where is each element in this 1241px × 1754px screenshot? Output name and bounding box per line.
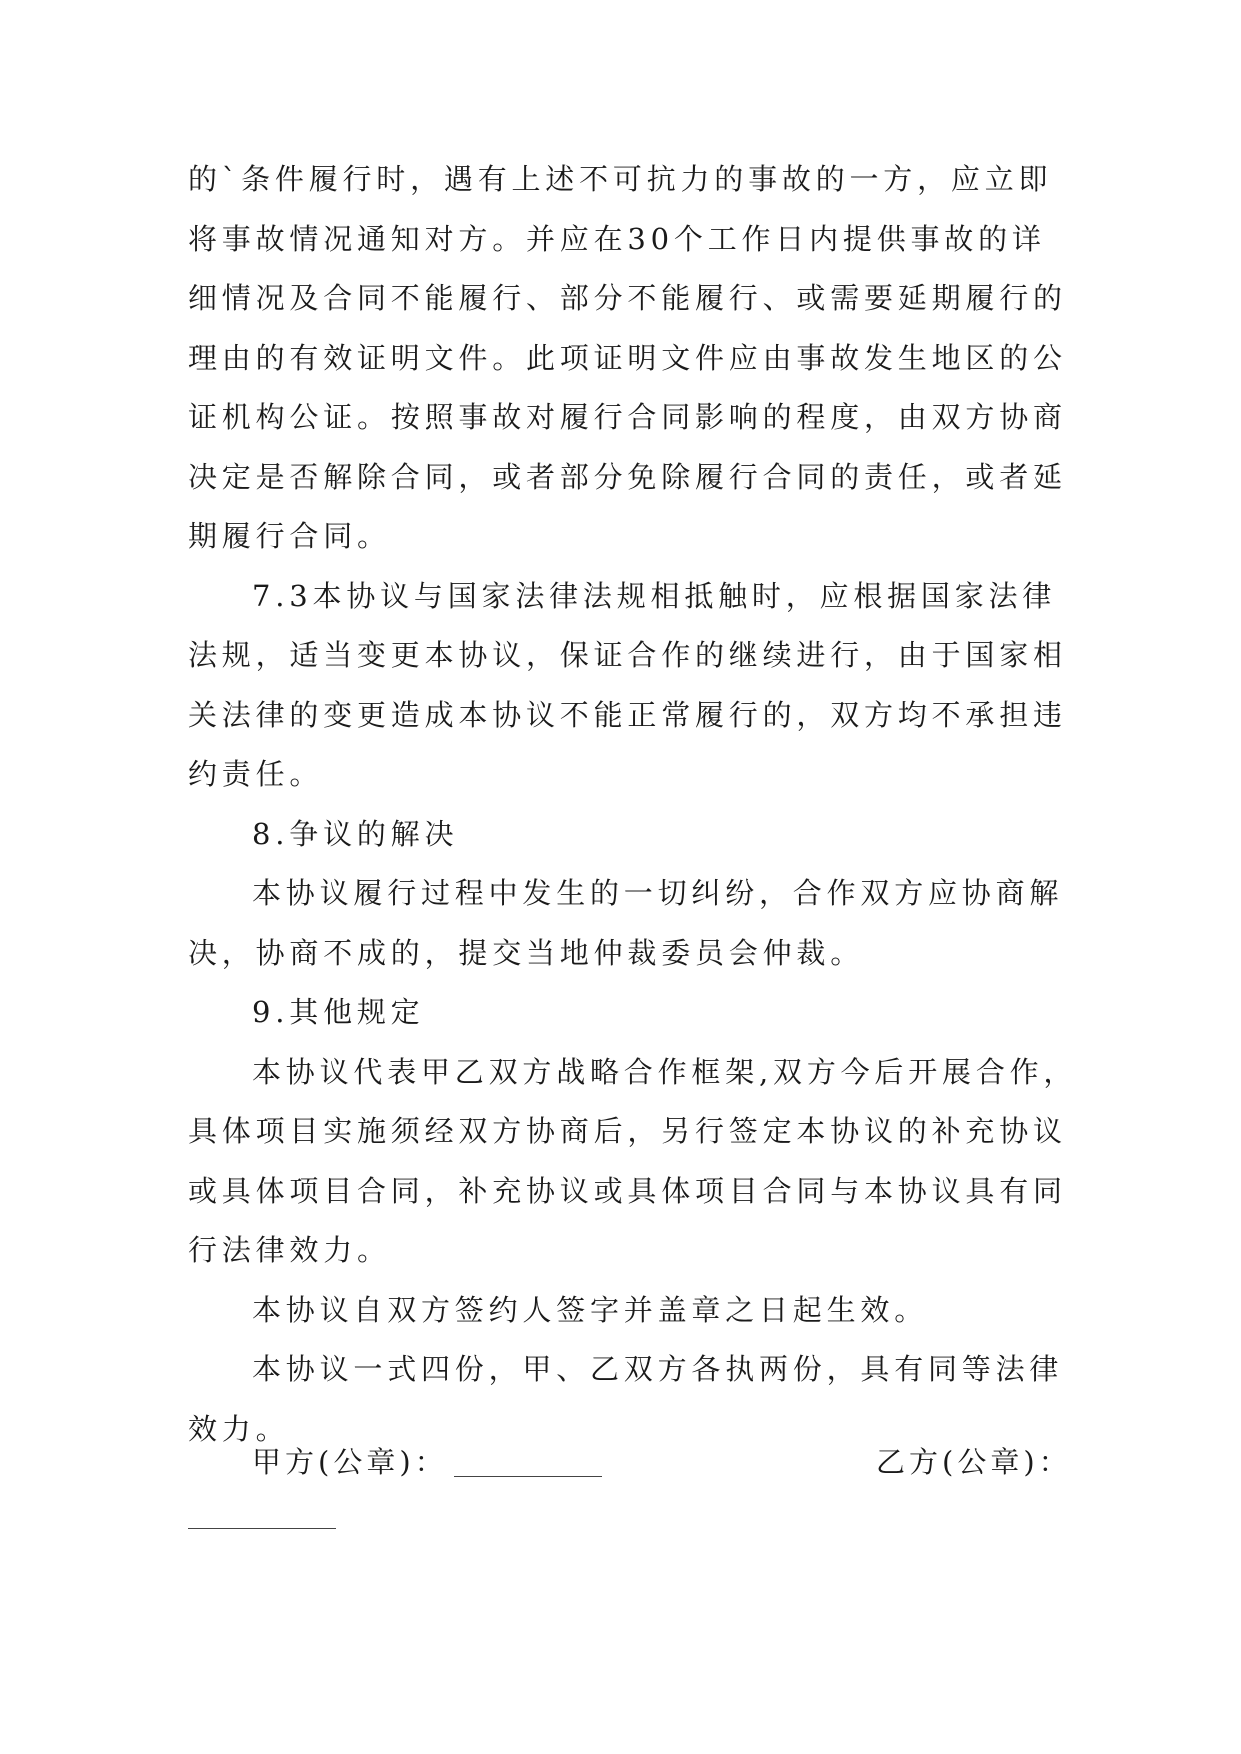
text-line: 本协议自双方签约人签字并盖章之日起生效。 bbox=[252, 1292, 929, 1327]
text-line: 期履行合同。 bbox=[188, 519, 391, 553]
text-line: 将事故情况通知对方。并应在30个工作日内提供事故的详 bbox=[188, 221, 1046, 256]
clause-7-3-line: 7.3本协议与国家法律法规相抵触时，应根据国家法律 bbox=[252, 578, 1057, 613]
text-line: 行法律效力。 bbox=[188, 1233, 391, 1267]
text-line: 细情况及合同不能履行、部分不能履行、或需要延期履行的 bbox=[188, 281, 1067, 315]
text-line: 或具体项目合同，补充协议或具体项目合同与本协议具有同 bbox=[188, 1173, 1067, 1208]
text-line: 的`条件履行时，遇有上述不可抗力的事故的一方，应立即 bbox=[188, 162, 1053, 196]
text-line: 决定是否解除合同，或者部分免除履行合同的责任，或者延 bbox=[188, 459, 1067, 494]
section-heading-8: 8.争议的解决 bbox=[252, 816, 459, 851]
text-line: 关法律的变更造成本协议不能正常履行的，双方均不承担违 bbox=[188, 697, 1067, 732]
signature-row bbox=[188, 1432, 1078, 1492]
text-line: 本协议代表甲乙双方战略合作框架,双方今后开展合作， bbox=[252, 1054, 1078, 1089]
text-line: 本协议一式四份，甲、乙双方各执两份，具有同等法律 bbox=[252, 1352, 1064, 1386]
text-line: 具体项目实施须经双方协商后，另行签定本协议的补充协议 bbox=[188, 1114, 1067, 1148]
text-line: 本协议履行过程中发生的一切纠纷，合作双方应协商解 bbox=[252, 876, 1064, 910]
text-line: 效力。 bbox=[188, 1411, 290, 1446]
text-line: 证机构公证。按照事故对履行合同影响的程度，由双方协商 bbox=[188, 400, 1067, 434]
text-line: 法规，适当变更本协议，保证合作的继续进行，由于国家相 bbox=[188, 638, 1067, 672]
party-a-seal-label: 甲方(公章)： bbox=[252, 1445, 448, 1479]
party-a-signature-blank bbox=[454, 1476, 602, 1477]
text-line: 理由的有效证明文件。此项证明文件应由事故发生地区的公 bbox=[188, 340, 1067, 375]
document-body bbox=[188, 150, 1078, 1459]
party-b-signature-blank bbox=[188, 1528, 336, 1529]
text-line: 决，协商不成的，提交当地仲裁委员会仲裁。 bbox=[188, 935, 865, 970]
text-line: 约责任。 bbox=[188, 757, 324, 791]
party-b-seal-label: 乙方(公章)： bbox=[876, 1445, 1072, 1479]
section-heading-9: 9.其他规定 bbox=[252, 995, 425, 1029]
